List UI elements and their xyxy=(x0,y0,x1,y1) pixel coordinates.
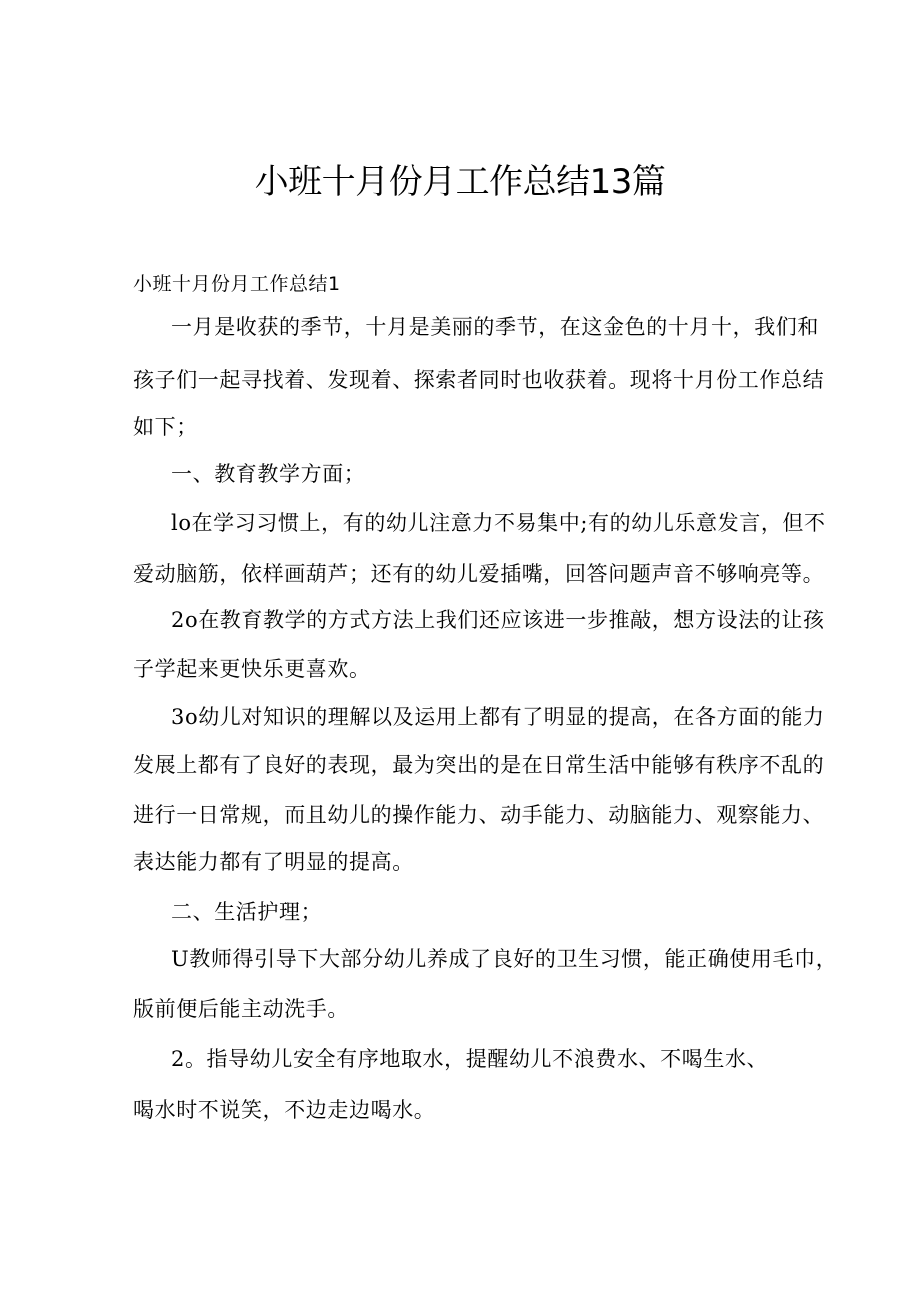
section-subtitle: 小班十月份月工作总结1 xyxy=(133,273,341,295)
paragraph-line: lo在学习习惯上，有的幼儿注意力不易集中;有的幼儿乐意发言，但不 xyxy=(171,511,826,535)
paragraph-line: 进行一日常规，而且幼儿的操作能力、动手能力、动脑能力、观察能力、 xyxy=(133,803,825,827)
paragraph-line: 3o幼儿对知识的理解以及运用上都有了明显的提高，在各方面的能力 xyxy=(171,705,825,729)
section-heading: 二、生活护理； xyxy=(171,900,323,924)
paragraph-line: 爱动脑筋，依样画葫芦；还有的幼儿爱插嘴，回答问题声音不够响亮等。 xyxy=(133,562,825,586)
document-title: 小班十月份月工作总结13篇 xyxy=(254,162,666,202)
paragraph-line: 一月是收获的季节，十月是美丽的季节，在这金色的十月十，我们和 xyxy=(171,315,819,339)
paragraph-line: 喝水时不说笑，不边走边喝水。 xyxy=(133,1098,436,1122)
paragraph-line: 2o在教育教学的方式方法上我们还应该进一步推敲，想方设法的让孩 xyxy=(171,608,825,632)
paragraph-line: 表达能力都有了明显的提高。 xyxy=(133,850,414,874)
paragraph-line: 2。指导幼儿安全有序地取水，提醒幼儿不浪费水、不喝生水、 xyxy=(171,1047,769,1071)
paragraph-line: 子学起来更快乐更喜欢。 xyxy=(133,657,371,681)
paragraph-line: U教师得引导下大部分幼儿养成了良好的卫生习惯，能正确使用毛巾， xyxy=(171,947,838,971)
paragraph-line: 孩子们一起寻找着、发现着、探索者同时也收获着。现将十月份工作总结 xyxy=(133,368,825,392)
paragraph-line: 版前便后能主动洗手。 xyxy=(133,997,349,1021)
paragraph-line: 如下； xyxy=(133,415,198,439)
paragraph-line: 发展上都有了良好的表现，最为突出的是在日常生活中能够有秩序不乱的 xyxy=(133,753,825,777)
section-heading: 一、教育教学方面； xyxy=(171,462,366,486)
